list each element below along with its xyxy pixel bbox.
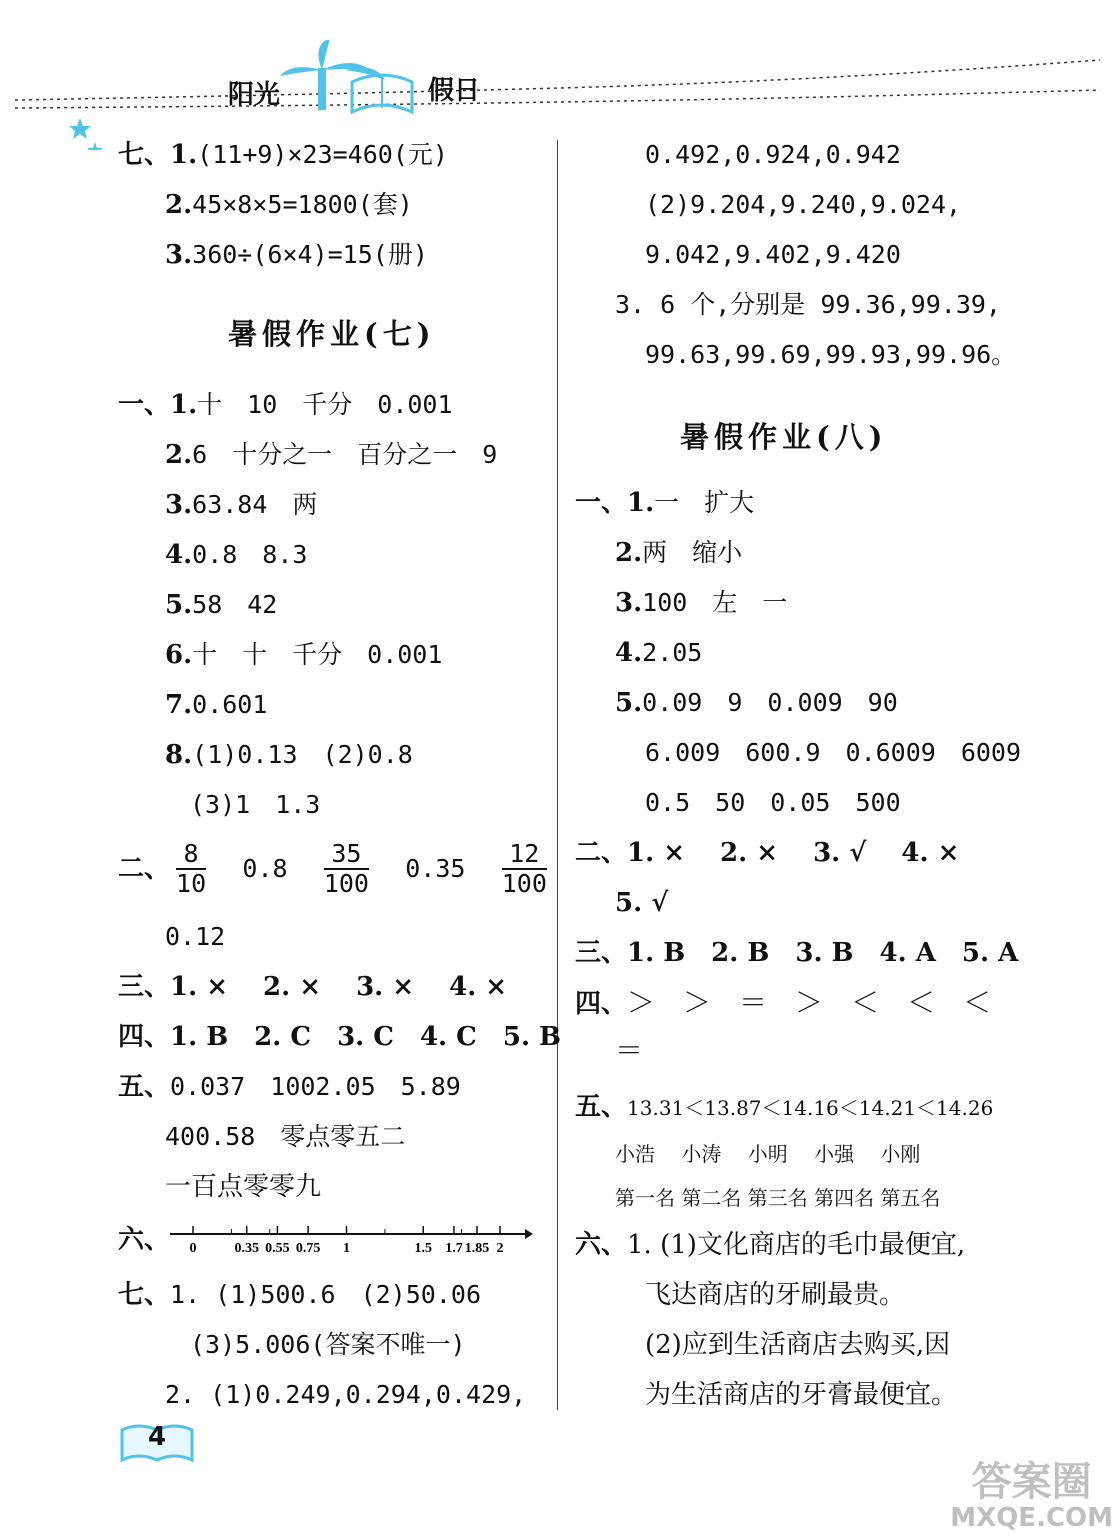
fraction-35-100: $\frac{35}{100}$: [323, 839, 369, 898]
s1-item6: 6.十 十 千分 0.001: [165, 640, 443, 670]
s1-item8: 8.(1)0.13 (2)0.8: [165, 740, 413, 770]
s6-label: 六、: [118, 1225, 171, 1255]
brand-right: 假日: [428, 76, 481, 106]
s5-line1: 五、0.037 1002.05 5.89: [118, 1072, 461, 1102]
star-icons: [69, 118, 103, 150]
watermark: 答案圈 MXQE.COM: [950, 1459, 1113, 1533]
s7-line2: (3)5.006(答案不唯一): [190, 1330, 466, 1359]
s5-line3: 一百点零零九: [165, 1172, 322, 1202]
s1-item3: 3.63.84 两: [165, 490, 318, 520]
fraction-12-100: $\frac{12}{100}$: [501, 839, 547, 898]
prev-q7-line2: 2.45×8×5=1800(套): [165, 190, 413, 220]
s2-fractions: 二、 $\frac{8}{10}$ 0.8 $\frac{35}{100}$ 0.35 $\frac{12}{100}$: [118, 839, 547, 898]
column-divider: [557, 140, 558, 1410]
section-title-7: 暑假作业(七): [228, 317, 436, 351]
s1-item1: 一、1.十 10 千分 0.001: [118, 390, 453, 420]
prev-q7-line3: 3.360÷(6×4)=15(册): [165, 240, 428, 270]
r-q3a: 3. 6 个,分别是 99.36,99.39,: [615, 290, 1001, 319]
r-s1-item5-cont1: 6.009 600.9 0.6009 6009: [645, 738, 1022, 767]
header-dotted-lines: [0, 40, 1119, 150]
s1-item2: 2.6 十分之一 百分之一 9: [165, 440, 498, 470]
s5-line2: 400.58 零点零五二: [165, 1122, 406, 1151]
r-q3b: 99.63,99.69,99.93,99.96。: [645, 340, 1017, 369]
r-s5-ranks: 第一名 第二名 第三名 第四名 第五名: [615, 1186, 941, 1210]
r-cont2: (2)9.204,9.240,9.024,: [645, 190, 962, 219]
header-banner: [0, 40, 1119, 150]
r-s4-cont: ＝: [615, 1034, 644, 1067]
r-s3-line: 三、1. B 2. B 3. B 4. A 5. A: [575, 938, 1019, 968]
number-line-label: 2: [496, 1241, 504, 1256]
number-line-label: 0.55: [265, 1241, 290, 1256]
r-s5-names: 小浩 小涛 小明 小强 小刚: [615, 1142, 921, 1166]
r-s6-line3: (2)应到生活商店去购买,因: [645, 1330, 951, 1360]
s4-line: 四、1. B 2. C 3. C 4. C 5. B: [118, 1022, 562, 1052]
s7-line1: 七、1. (1)500.6 (2)50.06: [118, 1280, 481, 1310]
s7-line3: 2. (1)0.249,0.294,0.429,: [165, 1380, 527, 1409]
r-s4-line: 四、＞ ＞ ＝ ＞ ＜ ＜ ＜: [575, 986, 992, 1019]
fraction-8-10: $\frac{8}{10}$: [176, 839, 207, 898]
page-number-badge: [118, 1420, 196, 1470]
s3-line: 三、1. × 2. × 3. × 4. ×: [118, 972, 508, 1002]
brand-left: 阳光: [228, 80, 281, 110]
r-s6-line1: 六、1. (1)文化商店的毛巾最便宜,: [575, 1230, 966, 1260]
r-s1-item3: 3.100 左 一: [615, 588, 788, 618]
s1-item5: 5.58 42: [165, 590, 278, 620]
s1-item7: 7.0.601: [165, 690, 268, 720]
prev-q7-line1: 七、1.(11+9)×23=460(元): [118, 140, 448, 170]
s2-cont: 0.12: [165, 922, 226, 951]
r-s1-item1: 一、1.一 扩大: [575, 488, 755, 518]
s1-item4: 4.0.8 8.3: [165, 540, 308, 570]
r-cont3: 9.042,9.402,9.420: [645, 240, 901, 269]
page-number: 4: [148, 1422, 167, 1452]
number-line-label: 0: [189, 1241, 197, 1256]
number-line-label: 1.85: [464, 1241, 490, 1256]
r-s1-item5-cont2: 0.5 50 0.05 500: [645, 788, 901, 817]
r-s2-line: 二、1. × 2. × 3. √ 4. ×: [575, 838, 960, 868]
number-line-label: 1.7: [445, 1241, 463, 1256]
number-line-label: 1.5: [414, 1241, 432, 1256]
r-s1-item2: 2.两 缩小: [615, 538, 743, 568]
number-line-label: 0.75: [295, 1241, 321, 1256]
r-s1-item4: 4.2.05: [615, 638, 703, 668]
r-s1-item5: 5.0.09 9 0.009 90: [615, 688, 898, 718]
r-s5-line1: 五、13.31＜13.87＜14.16＜14.21＜14.26: [575, 1092, 994, 1122]
number-line-label: 1: [343, 1241, 350, 1256]
s1-item8-cont: (3)1 1.3: [190, 790, 321, 819]
r-s6-line2: 飞达商店的牙刷最贵。: [645, 1280, 906, 1310]
section-title-8: 暑假作业(八): [680, 420, 888, 454]
number-line: [165, 1222, 535, 1256]
r-s6-line4: 为生活商店的牙膏最便宜。: [645, 1380, 958, 1410]
r-cont1: 0.492,0.924,0.942: [645, 140, 901, 169]
number-line-label: 0.35: [234, 1241, 259, 1256]
r-s2-cont: 5. √: [615, 888, 669, 918]
